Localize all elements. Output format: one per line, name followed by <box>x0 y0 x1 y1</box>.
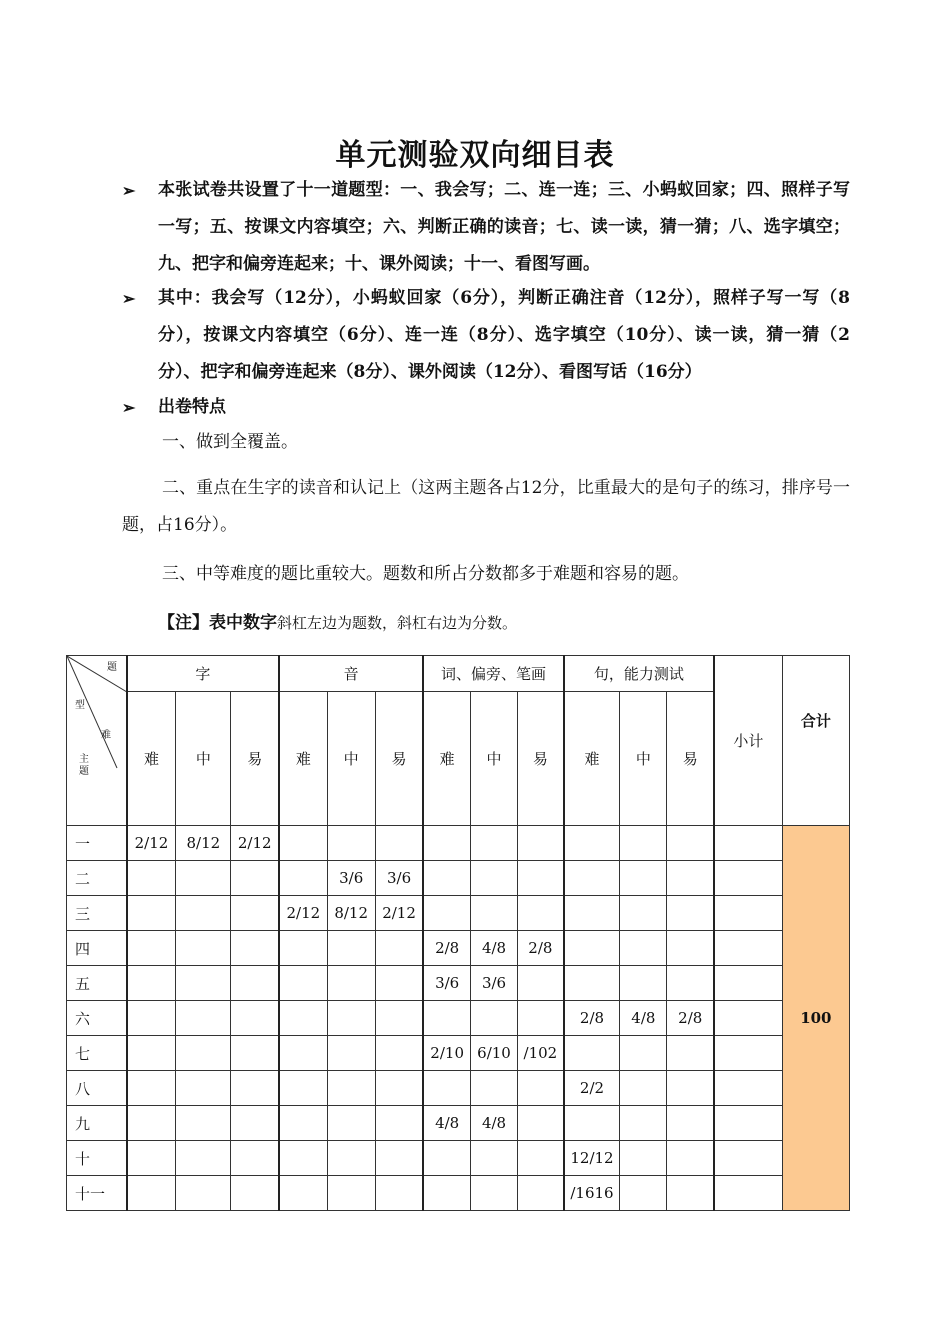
table-row <box>67 931 850 966</box>
table-cell <box>375 1071 423 1106</box>
table-cell: 2/8 <box>667 1001 714 1036</box>
table-cell: 3/6 <box>327 861 375 896</box>
table-cell <box>564 966 620 1001</box>
table-cell <box>127 1036 176 1071</box>
table-row <box>67 966 850 1001</box>
table-cell <box>327 966 375 1001</box>
table-cell <box>279 1106 327 1141</box>
table-cell <box>667 931 714 966</box>
table-cell <box>327 1036 375 1071</box>
table-cell <box>375 1141 423 1176</box>
subtotal-cell <box>714 1071 782 1106</box>
subtotal-cell <box>714 1176 782 1211</box>
table-cell <box>470 826 517 861</box>
table-cell <box>667 966 714 1001</box>
level-header: 中 <box>470 692 517 826</box>
table-cell <box>127 1071 176 1106</box>
table-cell <box>470 1141 517 1176</box>
level-header: 难 <box>127 692 176 826</box>
table-cell <box>127 1176 176 1211</box>
table-cell <box>518 966 564 1001</box>
table-cell <box>620 931 667 966</box>
page-title: 单元测验双向细目表 <box>335 138 615 173</box>
table-cell: 2/12 <box>279 896 327 931</box>
table-cell <box>176 1176 231 1211</box>
table-row <box>67 1001 850 1036</box>
paragraph: 一、做到全覆盖。 <box>162 432 298 452</box>
level-header: 易 <box>375 692 423 826</box>
note-text: 斜杠左边为题数，斜杠右边为分数。 <box>277 614 518 632</box>
table-cell <box>279 826 327 861</box>
row-label: 七 <box>67 1036 127 1071</box>
table-row <box>67 1141 850 1176</box>
table-cell <box>327 1106 375 1141</box>
total-header: 合计 <box>782 656 849 826</box>
group-header: 句，能力测试 <box>564 656 714 692</box>
table-cell: 8/12 <box>176 826 231 861</box>
table-cell <box>564 931 620 966</box>
table-cell: 2/8 <box>518 931 564 966</box>
table-cell <box>620 1036 667 1071</box>
row-label: 二 <box>67 861 127 896</box>
table-cell: 8/12 <box>327 896 375 931</box>
table-cell: 4/8 <box>423 1106 470 1141</box>
table-cell <box>176 1141 231 1176</box>
table-cell <box>327 1001 375 1036</box>
table-cell <box>231 861 279 896</box>
table-cell <box>176 931 231 966</box>
table-cell <box>667 1071 714 1106</box>
row-label: 九 <box>67 1106 127 1141</box>
diagonal-header-cell <box>67 656 127 826</box>
table-cell <box>231 1001 279 1036</box>
diag-label: 难 <box>101 730 111 741</box>
table-cell <box>327 1176 375 1211</box>
row-label: 五 <box>67 966 127 1001</box>
group-header: 音 <box>279 656 423 692</box>
bullet-text: 出卷特点 <box>158 397 226 417</box>
diag-label: 型 <box>75 700 85 711</box>
diag-label: 题 <box>79 766 89 777</box>
table-row <box>67 1071 850 1106</box>
spec-table <box>66 655 850 1211</box>
table-cell <box>667 1106 714 1141</box>
table-cell <box>470 1001 517 1036</box>
subtotal-cell <box>714 861 782 896</box>
table-cell: 4/8 <box>620 1001 667 1036</box>
table-cell <box>518 826 564 861</box>
table-cell <box>423 861 470 896</box>
table-cell <box>375 826 423 861</box>
bullet-text: 本张试卷共设置了十一道题型：一、我会写；二、连一连；三、小蚂蚁回家；四、照样子写一写；五、按课文内容填空；六、判断正确的读音；七、读一读，猜一猜；八、选字填空；九、把字和偏旁连起来；十、课外阅读；十一、看图写画。 <box>158 180 850 274</box>
table-cell <box>176 1106 231 1141</box>
table-cell <box>279 1001 327 1036</box>
subtotal-cell <box>714 966 782 1001</box>
table-cell <box>127 861 176 896</box>
table-cell <box>279 1036 327 1071</box>
table-cell <box>423 1071 470 1106</box>
table-cell <box>423 826 470 861</box>
subtotal-cell <box>714 1001 782 1036</box>
table-cell <box>564 1106 620 1141</box>
table-body <box>67 826 850 1211</box>
table-cell <box>127 896 176 931</box>
subtotal-cell <box>714 1141 782 1176</box>
diag-label: 主 <box>79 754 89 765</box>
table-cell: 12/12 <box>564 1141 620 1176</box>
table-cell <box>518 1071 564 1106</box>
table-cell <box>620 861 667 896</box>
table-cell <box>620 966 667 1001</box>
table-cell <box>518 896 564 931</box>
level-header: 中 <box>620 692 667 826</box>
row-label: 十一 <box>67 1176 127 1211</box>
table-cell <box>564 896 620 931</box>
table-cell <box>667 1036 714 1071</box>
table-cell: /1616 <box>564 1176 620 1211</box>
table-cell <box>470 861 517 896</box>
table-cell: 2/8 <box>564 1001 620 1036</box>
row-label: 三 <box>67 896 127 931</box>
table-cell <box>127 1106 176 1141</box>
table-cell <box>667 896 714 931</box>
table-row <box>67 826 850 861</box>
subtotal-cell <box>714 896 782 931</box>
level-header: 中 <box>176 692 231 826</box>
table-cell <box>667 826 714 861</box>
table-cell <box>423 1176 470 1211</box>
table-cell <box>620 1176 667 1211</box>
level-header: 易 <box>667 692 714 826</box>
level-header: 易 <box>231 692 279 826</box>
table-cell <box>667 1176 714 1211</box>
table-cell <box>127 966 176 1001</box>
table-cell <box>231 966 279 1001</box>
table-cell <box>470 896 517 931</box>
table-cell <box>375 1106 423 1141</box>
table-cell <box>231 896 279 931</box>
table-cell <box>518 1141 564 1176</box>
table-cell: 3/6 <box>423 966 470 1001</box>
table-cell <box>279 1071 327 1106</box>
table-cell <box>327 1141 375 1176</box>
table-cell <box>279 1141 327 1176</box>
table-cell <box>470 1176 517 1211</box>
bullet-scores <box>122 280 850 391</box>
table-cell <box>231 1106 279 1141</box>
table-cell <box>375 1176 423 1211</box>
table-cell <box>375 966 423 1001</box>
table-cell: 4/8 <box>470 931 517 966</box>
paragraph: 二、重点在生字的读音和认记上（这两主题各占12分，比重最大的是句子的练习，排序号一题，占16分）。 <box>122 478 850 535</box>
table-cell <box>375 931 423 966</box>
table-cell: 6/10 <box>470 1036 517 1071</box>
table-cell <box>176 861 231 896</box>
table-cell <box>375 1036 423 1071</box>
table-row <box>67 861 850 896</box>
table-cell: 2/2 <box>564 1071 620 1106</box>
row-label: 一 <box>67 826 127 861</box>
table-cell: 2/12 <box>375 896 423 931</box>
table-cell <box>231 931 279 966</box>
table-cell <box>620 826 667 861</box>
table-cell <box>127 1001 176 1036</box>
table-cell <box>423 1001 470 1036</box>
bullet-features <box>122 389 850 426</box>
table-cell <box>620 1071 667 1106</box>
row-label: 四 <box>67 931 127 966</box>
table-cell: 2/8 <box>423 931 470 966</box>
note-bold: 表中数字 <box>209 613 277 633</box>
table-cell <box>279 966 327 1001</box>
table-cell <box>564 826 620 861</box>
table-cell <box>279 861 327 896</box>
note-bracket: 【注】 <box>158 613 209 633</box>
row-label: 六 <box>67 1001 127 1036</box>
table-cell <box>327 1071 375 1106</box>
table-cell <box>423 1141 470 1176</box>
level-header: 易 <box>518 692 564 826</box>
arrow-bullet-icon: ➢ <box>122 289 136 308</box>
subtotal-cell <box>714 1106 782 1141</box>
group-header: 字 <box>127 656 279 692</box>
subtotal-cell <box>714 826 782 861</box>
table-cell <box>470 1071 517 1106</box>
table-cell <box>564 1036 620 1071</box>
table-cell: 2/12 <box>127 826 176 861</box>
level-header: 难 <box>564 692 620 826</box>
table-cell: 4/8 <box>470 1106 517 1141</box>
table-cell <box>176 896 231 931</box>
level-header: 难 <box>279 692 327 826</box>
table-cell <box>231 1071 279 1106</box>
table-cell <box>231 1141 279 1176</box>
bullet-text: 其中：我会写（12分），小蚂蚁回家（6分），判断正确注音（12分），照样子写一写（8分），按课文内容填空（6分）、连一连（8分）、选字填空（10分）、读一读，猜一猜（2分）、把字和偏旁连起来（8分）、课外阅读（12分）、看图写话（16分） <box>158 288 850 382</box>
bullet-question-types <box>122 172 850 283</box>
paragraph: 三、中等难度的题比重较大。题数和所占分数都多于难题和容易的题。 <box>162 564 689 584</box>
table-cell <box>620 896 667 931</box>
table-cell <box>327 931 375 966</box>
table-cell: 3/6 <box>470 966 517 1001</box>
table-note <box>158 608 517 633</box>
subtotal-header: 小计 <box>714 656 782 826</box>
table-cell <box>375 1001 423 1036</box>
table-cell: 2/10 <box>423 1036 470 1071</box>
table-cell <box>620 1141 667 1176</box>
row-label: 十 <box>67 1141 127 1176</box>
table-cell <box>667 1141 714 1176</box>
diag-label: 题 <box>107 662 117 673</box>
table-row <box>67 1106 850 1141</box>
table-cell <box>279 1176 327 1211</box>
table-cell <box>279 931 327 966</box>
table-cell <box>564 861 620 896</box>
table-cell: 2/12 <box>231 826 279 861</box>
table-cell <box>518 1176 564 1211</box>
arrow-bullet-icon: ➢ <box>122 398 136 417</box>
table-cell <box>176 1071 231 1106</box>
level-header: 中 <box>327 692 375 826</box>
table-row <box>67 896 850 931</box>
row-label: 八 <box>67 1071 127 1106</box>
table-cell <box>127 1141 176 1176</box>
level-header: 难 <box>423 692 470 826</box>
table-cell <box>667 861 714 896</box>
arrow-bullet-icon: ➢ <box>122 181 136 200</box>
table-cell <box>231 1036 279 1071</box>
subtotal-cell <box>714 931 782 966</box>
table-cell <box>518 861 564 896</box>
table-row <box>67 1036 850 1071</box>
table-row <box>67 1176 850 1211</box>
table-cell: /102 <box>518 1036 564 1071</box>
table-cell <box>620 1106 667 1141</box>
diagonal-lines <box>67 656 127 826</box>
table-cell <box>176 1001 231 1036</box>
table-cell <box>423 896 470 931</box>
subtotal-cell <box>714 1036 782 1071</box>
table-cell <box>327 826 375 861</box>
table-cell <box>176 966 231 1001</box>
total-value: 100 <box>782 826 849 1211</box>
table-cell <box>518 1001 564 1036</box>
table-cell <box>176 1036 231 1071</box>
table-cell <box>518 1106 564 1141</box>
table-cell <box>127 931 176 966</box>
table-cell: 3/6 <box>375 861 423 896</box>
group-header: 词、偏旁、笔画 <box>423 656 563 692</box>
table-cell <box>231 1176 279 1211</box>
